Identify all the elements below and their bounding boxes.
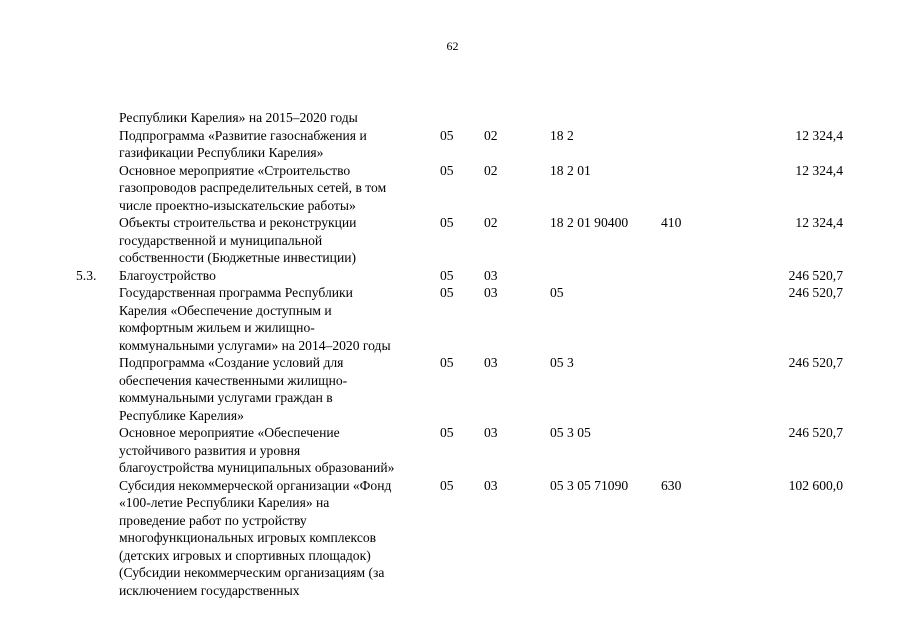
subsection-code: 03 bbox=[484, 477, 498, 493]
target-article-code: 05 3 05 71090 bbox=[550, 477, 629, 493]
item-name-line: Подпрограмма «Создание условий для bbox=[119, 355, 344, 370]
target-article-code: 18 2 bbox=[550, 127, 574, 143]
amount: 246 520,7 bbox=[788, 355, 843, 370]
subsection-code: 03 bbox=[484, 285, 498, 300]
item-name-line: числе проектно-изыскательские работы» bbox=[119, 197, 356, 213]
expense-type-code: 410 bbox=[661, 215, 682, 230]
item-name-line: устойчивого развития и уровня bbox=[119, 442, 301, 458]
target-article-code: 05 bbox=[550, 285, 564, 300]
item-name bbox=[119, 267, 429, 285]
item-name-line: государственной и муниципальной bbox=[119, 232, 323, 248]
item-name-line: (Субсидии некоммерческим организациям (за bbox=[119, 565, 385, 580]
table-row bbox=[0, 127, 905, 162]
section-code: 05 bbox=[440, 162, 454, 178]
expense-type-code: 630 bbox=[661, 477, 682, 493]
section-code: 05 bbox=[440, 285, 454, 300]
target-article-code: 18 2 01 bbox=[550, 162, 591, 178]
target-article-code: 05 3 bbox=[550, 355, 574, 370]
table-row bbox=[0, 477, 905, 600]
subsection-code: 03 bbox=[484, 425, 498, 440]
subsection-code: 02 bbox=[484, 215, 498, 230]
item-name-line: коммунальными услугами граждан в bbox=[119, 390, 333, 405]
amount: 246 520,7 bbox=[788, 285, 843, 300]
item-name-line: Карелия «Обеспечение доступным и bbox=[119, 302, 332, 318]
amount: 246 520,7 bbox=[788, 267, 843, 283]
item-name bbox=[119, 354, 429, 424]
item-name-line: проведение работ по устройству bbox=[119, 512, 307, 528]
subsection-code: 02 bbox=[484, 127, 498, 143]
item-name-line: Основное мероприятие «Строительство bbox=[119, 162, 351, 178]
item-name-line: Республике Карелия» bbox=[119, 407, 244, 423]
section-code: 05 bbox=[440, 425, 454, 440]
item-name-line: Объекты строительства и реконструкции bbox=[119, 215, 357, 230]
table-row bbox=[0, 214, 905, 267]
item-name bbox=[119, 109, 429, 127]
item-name-line: комфортным жильем и жилищно- bbox=[119, 320, 315, 335]
amount: 12 324,4 bbox=[795, 127, 843, 143]
section-code: 05 bbox=[440, 477, 454, 493]
item-name-line: газопроводов распределительных сетей, в том bbox=[119, 180, 387, 195]
item-name-line: Республики Карелия» на 2015–2020 годы bbox=[119, 110, 358, 125]
section-code: 05 bbox=[440, 215, 454, 230]
table-row bbox=[0, 354, 905, 424]
item-name bbox=[119, 477, 429, 600]
subsection-code: 02 bbox=[484, 162, 498, 178]
page-number: 62 bbox=[446, 39, 459, 53]
table-row bbox=[0, 162, 905, 215]
target-article-code: 18 2 01 90400 bbox=[550, 215, 629, 230]
item-name-line: собственности (Бюджетные инвестиции) bbox=[119, 250, 357, 265]
amount: 246 520,7 bbox=[788, 425, 843, 440]
item-name-line: благоустройства муниципальных образований» bbox=[119, 460, 395, 475]
amount: 102 600,0 bbox=[788, 477, 843, 493]
amount: 12 324,4 bbox=[795, 162, 843, 178]
table-row bbox=[0, 284, 905, 354]
item-name-line: обеспечения качественными жилищно- bbox=[119, 372, 348, 388]
item-name-line: Государственная программа Республики bbox=[119, 285, 353, 300]
budget-table bbox=[0, 109, 905, 599]
item-name-line: газификации Республики Карелия» bbox=[119, 145, 324, 160]
section-code: 05 bbox=[440, 355, 454, 370]
item-name bbox=[119, 127, 429, 162]
row-number: 5.3. bbox=[76, 267, 97, 283]
section-code: 05 bbox=[440, 127, 454, 143]
item-name-line: «100-летие Республики Карелия» на bbox=[119, 495, 330, 510]
table-row bbox=[0, 109, 905, 127]
item-name bbox=[119, 284, 429, 354]
section-code: 05 bbox=[440, 267, 454, 283]
item-name-line: исключением государственных bbox=[119, 582, 300, 598]
subsection-code: 03 bbox=[484, 355, 498, 370]
target-article-code: 05 3 05 bbox=[550, 425, 591, 440]
item-name-line: Подпрограмма «Развитие газоснабжения и bbox=[119, 127, 367, 143]
item-name-line: Основное мероприятие «Обеспечение bbox=[119, 425, 340, 440]
item-name-line: Благоустройство bbox=[119, 267, 216, 283]
table-row bbox=[0, 424, 905, 477]
item-name-line: многофункциональных игровых комплексов bbox=[119, 530, 377, 545]
item-name-line: Субсидия некоммерческой организации «Фонд bbox=[119, 477, 392, 493]
item-name bbox=[119, 214, 429, 267]
item-name bbox=[119, 424, 429, 477]
table-row bbox=[0, 267, 905, 285]
amount: 12 324,4 bbox=[795, 215, 843, 230]
subsection-code: 03 bbox=[484, 267, 498, 283]
item-name-line: коммунальными услугами» на 2014–2020 годы bbox=[119, 337, 391, 353]
item-name-line: (детских игровых и спортивных площадок) bbox=[119, 547, 371, 563]
item-name bbox=[119, 162, 429, 215]
